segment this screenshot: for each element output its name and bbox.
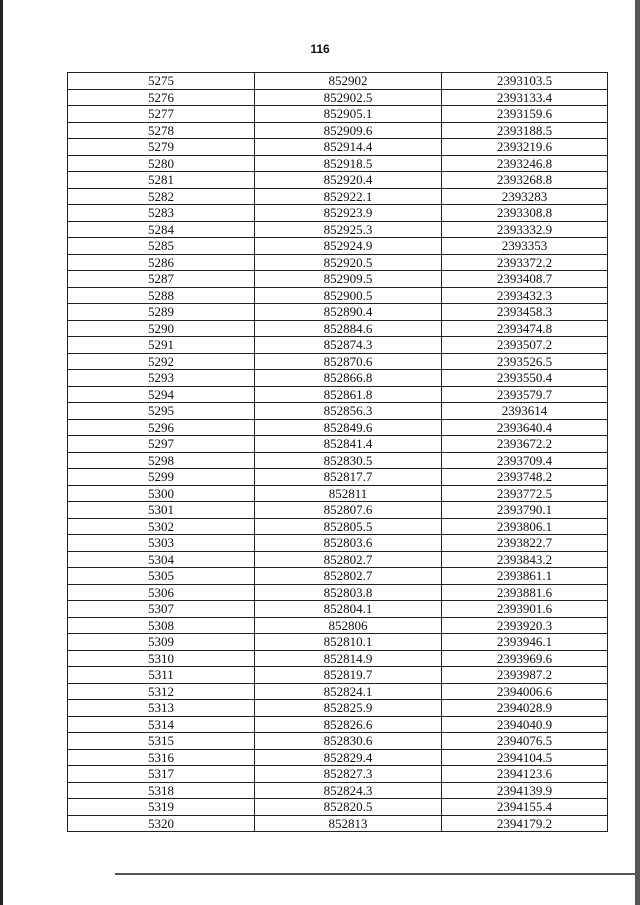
x-coordinate-cell: 852817.7 [255,469,442,486]
y-coordinate-cell: 2393526.5 [442,353,608,370]
point-number-cell: 5318 [68,782,255,799]
point-number-cell: 5313 [68,700,255,717]
point-number-cell: 5296 [68,419,255,436]
y-coordinate-cell: 2394179.2 [442,815,608,832]
point-number-cell: 5284 [68,221,255,238]
y-coordinate-cell: 2393861.1 [442,568,608,585]
y-coordinate-cell: 2393672.2 [442,436,608,453]
table-row [68,254,608,271]
table-row [68,485,608,502]
x-coordinate-cell: 852827.3 [255,766,442,783]
x-coordinate-cell: 852856.3 [255,403,442,420]
x-coordinate-cell: 852807.6 [255,502,442,519]
y-coordinate-cell: 2393332.9 [442,221,608,238]
point-number-cell: 5289 [68,304,255,321]
table-row [68,749,608,766]
table-row [68,172,608,189]
table-row [68,766,608,783]
x-coordinate-cell: 852830.5 [255,452,442,469]
y-coordinate-cell: 2393748.2 [442,469,608,486]
table-row [68,815,608,832]
x-coordinate-cell: 852922.1 [255,188,442,205]
point-number-cell: 5292 [68,353,255,370]
y-coordinate-cell: 2394006.6 [442,683,608,700]
table-row [68,601,608,618]
table-row [68,122,608,139]
y-coordinate-cell: 2393283 [442,188,608,205]
y-coordinate-cell: 2394123.6 [442,766,608,783]
x-coordinate-cell: 852909.6 [255,122,442,139]
x-coordinate-cell: 852824.1 [255,683,442,700]
y-coordinate-cell: 2393507.2 [442,337,608,354]
table-row [68,436,608,453]
y-coordinate-cell: 2393432.3 [442,287,608,304]
x-coordinate-cell: 852829.4 [255,749,442,766]
y-coordinate-cell: 2393709.4 [442,452,608,469]
table-row [68,205,608,222]
table-row [68,535,608,552]
x-coordinate-cell: 852866.8 [255,370,442,387]
x-coordinate-cell: 852814.9 [255,650,442,667]
point-number-cell: 5316 [68,749,255,766]
page-number: 116 [310,42,330,56]
x-coordinate-cell: 852920.5 [255,254,442,271]
y-coordinate-cell: 2393843.2 [442,551,608,568]
table-row [68,469,608,486]
x-coordinate-cell: 852811 [255,485,442,502]
table-row [68,155,608,172]
y-coordinate-cell: 2393353 [442,238,608,255]
y-coordinate-cell: 2393308.8 [442,205,608,222]
point-number-cell: 5310 [68,650,255,667]
point-number-cell: 5283 [68,205,255,222]
y-coordinate-cell: 2393822.7 [442,535,608,552]
x-coordinate-cell: 852820.5 [255,799,442,816]
point-number-cell: 5286 [68,254,255,271]
x-coordinate-cell: 852884.6 [255,320,442,337]
table-row [68,568,608,585]
table-row [68,584,608,601]
point-number-cell: 5312 [68,683,255,700]
table-row [68,700,608,717]
point-number-cell: 5295 [68,403,255,420]
x-coordinate-cell: 852890.4 [255,304,442,321]
table-row [68,106,608,123]
x-coordinate-cell: 852900.5 [255,287,442,304]
x-coordinate-cell: 852905.1 [255,106,442,123]
point-number-cell: 5320 [68,815,255,832]
point-number-cell: 5290 [68,320,255,337]
x-coordinate-cell: 852870.6 [255,353,442,370]
point-number-cell: 5309 [68,634,255,651]
point-number-cell: 5299 [68,469,255,486]
y-coordinate-cell: 2393246.8 [442,155,608,172]
y-coordinate-cell: 2393133.4 [442,89,608,106]
scan-edge-left [0,0,3,905]
coordinates-table-body [68,73,608,832]
point-number-cell: 5319 [68,799,255,816]
table-row [68,733,608,750]
x-coordinate-cell: 852802.7 [255,551,442,568]
y-coordinate-cell: 2393614 [442,403,608,420]
point-number-cell: 5287 [68,271,255,288]
y-coordinate-cell: 2393987.2 [442,667,608,684]
x-coordinate-cell: 852803.6 [255,535,442,552]
table-row [68,419,608,436]
x-coordinate-cell: 852810.1 [255,634,442,651]
x-coordinate-cell: 852902 [255,73,442,90]
table-row [68,716,608,733]
table-row [68,353,608,370]
table-row [68,304,608,321]
x-coordinate-cell: 852925.3 [255,221,442,238]
scan-edge-right [635,0,640,905]
y-coordinate-cell: 2393640.4 [442,419,608,436]
table-row [68,782,608,799]
x-coordinate-cell: 852806 [255,617,442,634]
x-coordinate-cell: 852830.6 [255,733,442,750]
point-number-cell: 5278 [68,122,255,139]
point-number-cell: 5315 [68,733,255,750]
table-row [68,386,608,403]
point-number-cell: 5280 [68,155,255,172]
y-coordinate-cell: 2393474.8 [442,320,608,337]
point-number-cell: 5281 [68,172,255,189]
point-number-cell: 5291 [68,337,255,354]
y-coordinate-cell: 2393772.5 [442,485,608,502]
table-row [68,370,608,387]
x-coordinate-cell: 852874.3 [255,337,442,354]
point-number-cell: 5288 [68,287,255,304]
y-coordinate-cell: 2393920.3 [442,617,608,634]
y-coordinate-cell: 2393790.1 [442,502,608,519]
table-row [68,634,608,651]
point-number-cell: 5314 [68,716,255,733]
table-row [68,683,608,700]
x-coordinate-cell: 852803.8 [255,584,442,601]
point-number-cell: 5317 [68,766,255,783]
y-coordinate-cell: 2394028.9 [442,700,608,717]
x-coordinate-cell: 852924.9 [255,238,442,255]
scan-edge-bottom [115,873,640,875]
y-coordinate-cell: 2394155.4 [442,799,608,816]
table-row [68,551,608,568]
point-number-cell: 5279 [68,139,255,156]
point-number-cell: 5302 [68,518,255,535]
x-coordinate-cell: 852825.9 [255,700,442,717]
y-coordinate-cell: 2393550.4 [442,370,608,387]
point-number-cell: 5297 [68,436,255,453]
x-coordinate-cell: 852914.4 [255,139,442,156]
table-row [68,403,608,420]
point-number-cell: 5303 [68,535,255,552]
y-coordinate-cell: 2393219.6 [442,139,608,156]
point-number-cell: 5308 [68,617,255,634]
y-coordinate-cell: 2394139.9 [442,782,608,799]
point-number-cell: 5304 [68,551,255,568]
table-row [68,452,608,469]
x-coordinate-cell: 852920.4 [255,172,442,189]
x-coordinate-cell: 852804.1 [255,601,442,618]
point-number-cell: 5277 [68,106,255,123]
table-row [68,271,608,288]
point-number-cell: 5285 [68,238,255,255]
point-number-cell: 5301 [68,502,255,519]
point-number-cell: 5282 [68,188,255,205]
point-number-cell: 5311 [68,667,255,684]
x-coordinate-cell: 852861.8 [255,386,442,403]
y-coordinate-cell: 2393881.6 [442,584,608,601]
x-coordinate-cell: 852923.9 [255,205,442,222]
point-number-cell: 5275 [68,73,255,90]
coordinates-table [67,72,608,832]
x-coordinate-cell: 852813 [255,815,442,832]
table-row [68,650,608,667]
y-coordinate-cell: 2393806.1 [442,518,608,535]
point-number-cell: 5307 [68,601,255,618]
table-row [68,73,608,90]
y-coordinate-cell: 2394076.5 [442,733,608,750]
y-coordinate-cell: 2393458.3 [442,304,608,321]
x-coordinate-cell: 852841.4 [255,436,442,453]
y-coordinate-cell: 2393268.8 [442,172,608,189]
y-coordinate-cell: 2393901.6 [442,601,608,618]
point-number-cell: 5294 [68,386,255,403]
point-number-cell: 5300 [68,485,255,502]
x-coordinate-cell: 852909.5 [255,271,442,288]
x-coordinate-cell: 852819.7 [255,667,442,684]
x-coordinate-cell: 852849.6 [255,419,442,436]
x-coordinate-cell: 852802.7 [255,568,442,585]
table-row [68,502,608,519]
y-coordinate-cell: 2393159.6 [442,106,608,123]
y-coordinate-cell: 2393969.6 [442,650,608,667]
table-row [68,337,608,354]
y-coordinate-cell: 2393579.7 [442,386,608,403]
y-coordinate-cell: 2394104.5 [442,749,608,766]
x-coordinate-cell: 852902.5 [255,89,442,106]
table-row [68,89,608,106]
y-coordinate-cell: 2393188.5 [442,122,608,139]
point-number-cell: 5293 [68,370,255,387]
table-row [68,518,608,535]
y-coordinate-cell: 2394040.9 [442,716,608,733]
x-coordinate-cell: 852918.5 [255,155,442,172]
table-row [68,221,608,238]
table-row [68,238,608,255]
table-row [68,139,608,156]
y-coordinate-cell: 2393946.1 [442,634,608,651]
point-number-cell: 5276 [68,89,255,106]
point-number-cell: 5298 [68,452,255,469]
point-number-cell: 5306 [68,584,255,601]
table-row [68,287,608,304]
table-row [68,188,608,205]
y-coordinate-cell: 2393408.7 [442,271,608,288]
table-row [68,799,608,816]
point-number-cell: 5305 [68,568,255,585]
table-row [68,667,608,684]
x-coordinate-cell: 852826.6 [255,716,442,733]
x-coordinate-cell: 852805.5 [255,518,442,535]
table-row [68,617,608,634]
table-row [68,320,608,337]
x-coordinate-cell: 852824.3 [255,782,442,799]
y-coordinate-cell: 2393103.5 [442,73,608,90]
y-coordinate-cell: 2393372.2 [442,254,608,271]
